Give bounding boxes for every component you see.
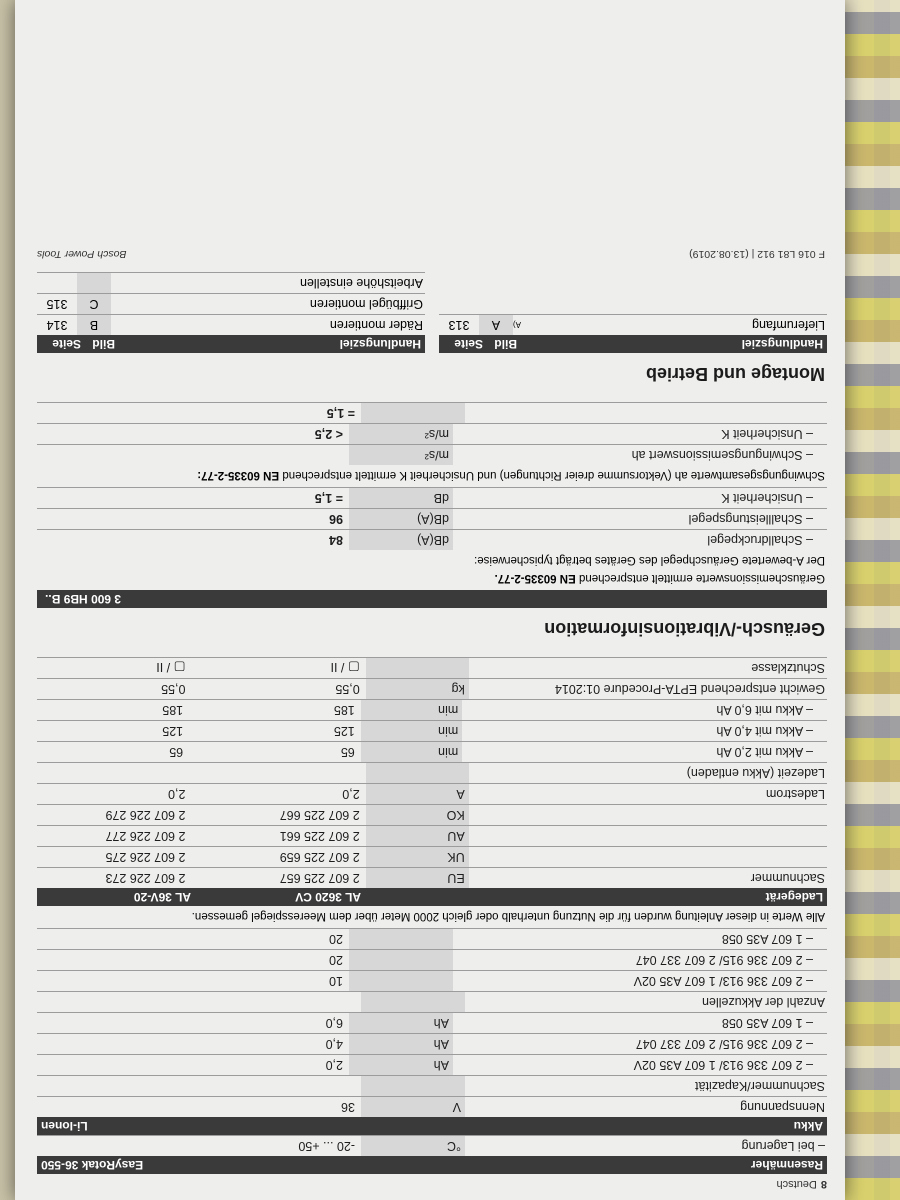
- row-unit: EU: [366, 868, 469, 888]
- row-label: – 2 607 336 915/ 2 607 337 047: [635, 1037, 813, 1051]
- row-label: – 2 607 336 913/ 1 607 A35 02V: [633, 974, 813, 988]
- row-unit: dB(A): [349, 530, 453, 550]
- akku-table: [37, 928, 827, 1117]
- row-value-2: 2 607 226 275: [105, 850, 186, 864]
- item-bild: B: [77, 315, 111, 335]
- table-row: [37, 402, 827, 423]
- storage-row: [37, 1135, 827, 1156]
- noise-table: [37, 487, 827, 550]
- row-value-1: [191, 780, 365, 783]
- row-unit: AU: [366, 826, 469, 846]
- vibration-table: [37, 402, 827, 465]
- row-label: – Akku mit 2,0 Ah: [716, 745, 813, 759]
- row-unit: min: [361, 721, 462, 741]
- item-seite: 315: [46, 297, 68, 311]
- row-unit: UK: [366, 847, 469, 867]
- row-label: – Akku mit 6,0 Ah: [716, 703, 813, 717]
- row-unit: [366, 763, 469, 783]
- row-value: < 2,5: [314, 427, 343, 441]
- row-unit: min: [361, 700, 462, 720]
- row-value-2: 185: [162, 703, 184, 717]
- row-value: [185, 1009, 361, 1012]
- table-row: [37, 720, 827, 741]
- montage-title: Montage und Betrieb: [646, 364, 825, 384]
- row-value-1: 2 607 225 661: [279, 829, 360, 843]
- table-row: [37, 444, 827, 465]
- table-row: [37, 508, 827, 529]
- table-row: [37, 928, 827, 949]
- row-label: Sachnummer: [750, 871, 825, 885]
- table-row: [37, 1054, 827, 1075]
- row-value: 10: [329, 974, 343, 988]
- noise-model-bar: [37, 590, 827, 608]
- manual-page: [15, 0, 845, 1200]
- noise-model: 3 600 HB9 B..: [45, 592, 122, 606]
- noise-intro: [37, 572, 825, 584]
- table-row: [37, 804, 827, 825]
- table-row: [37, 783, 827, 804]
- row-unit: dB(A): [349, 509, 453, 529]
- table-row: [37, 846, 827, 867]
- table-row: [37, 741, 827, 762]
- row-value-1: 2 607 225 667: [279, 808, 360, 822]
- model-name: EasyRotak 36-550: [41, 1158, 144, 1172]
- row-unit: °C: [361, 1136, 465, 1156]
- table-row: [37, 1012, 827, 1033]
- row-value-1: 0,55: [335, 682, 360, 696]
- row-label: Schutzklasse: [751, 661, 825, 675]
- row-value: 96: [329, 512, 343, 526]
- row-unit: dB: [349, 488, 453, 508]
- row-unit: Ah: [349, 1055, 453, 1075]
- ladegeraet-label: Ladegerät: [765, 890, 823, 904]
- akku-header: [37, 1117, 827, 1135]
- row-label: – bei Lagerung: [741, 1139, 825, 1153]
- list-item: [37, 272, 425, 293]
- item-footnote: A): [513, 320, 521, 330]
- row-value: 4,0: [325, 1037, 343, 1051]
- row-value-2: [37, 780, 191, 783]
- table-row: [37, 529, 827, 550]
- table-row: [37, 1075, 827, 1096]
- table-row: [37, 762, 827, 783]
- montage-tables: [37, 272, 827, 353]
- row-unit: [361, 992, 465, 1012]
- montage-right-rows: [37, 272, 425, 335]
- item-bild: C: [77, 294, 111, 314]
- charger-model-1: AL 3620 CV: [295, 890, 361, 904]
- row-label: Gewicht entsprechend EPTA-Procedure 01:2014: [554, 682, 825, 696]
- row-label: Anzahl der Akkuzellen: [702, 995, 825, 1009]
- row-value: = 1,5: [314, 491, 343, 505]
- table-row: [37, 423, 827, 444]
- row-value-1: ▢ / II: [330, 660, 360, 674]
- list-item: [439, 314, 827, 335]
- noise-intro-standard: EN 60335-2-77.: [494, 572, 576, 584]
- footer-code: F 016 L81 912 | (13.08.2019): [689, 248, 825, 260]
- header-seite: Seite: [52, 337, 81, 351]
- row-unit: KO: [366, 805, 469, 825]
- row-unit: m/s²: [349, 424, 453, 444]
- table-row: [37, 970, 827, 991]
- row-unit: [349, 929, 453, 949]
- ladegeraet-header: [37, 888, 827, 906]
- rasenmaeher-header: [37, 1156, 827, 1174]
- page-language: Deutsch: [776, 1178, 817, 1190]
- row-label: – Schallleistungspegel: [688, 512, 813, 526]
- row-unit: [366, 658, 469, 678]
- vibration-intro-text: Schwingungsgesamtwerte ah (Vektorsumme dreier Richtungen) und Unsicherheit K ermittelt entsprechend: [282, 469, 825, 481]
- altitude-note: Alle Werte in dieser Anleitung wurden für die Nutzung unterhalb oder gleich 2000 Meter über dem Meeresspiegel gemessen.: [191, 910, 825, 922]
- row-value: 20: [329, 953, 343, 967]
- montage-left-header: [439, 335, 827, 353]
- table-row: [37, 867, 827, 888]
- row-label: Nennspannung: [740, 1100, 825, 1114]
- row-label: – Schwingungsemissionswert ah: [631, 448, 813, 462]
- row-label: – 2 607 336 913/ 1 607 A35 02V: [633, 1058, 813, 1072]
- row-value-1: 2 607 225 657: [279, 871, 360, 885]
- akku-label: Akku: [793, 1119, 823, 1133]
- row-unit: kg: [366, 679, 469, 699]
- row-unit: A: [366, 784, 469, 804]
- row-value: = 1,5: [326, 406, 355, 420]
- item-seite: 313: [448, 318, 470, 332]
- row-value-2: 2 607 226 273: [105, 871, 186, 885]
- row-value: 20: [329, 932, 343, 946]
- row-value-2: ▢ / II: [156, 660, 186, 674]
- table-row: [37, 657, 827, 678]
- row-label: – Unsicherheit K: [721, 491, 813, 505]
- row-unit: [349, 950, 453, 970]
- row-unit: V: [361, 1097, 465, 1117]
- rotated-content: [15, 0, 845, 1200]
- table-row: [37, 678, 827, 699]
- row-label: – Akku mit 4,0 Ah: [716, 724, 813, 738]
- row-value-2: 125: [162, 724, 184, 738]
- footer-brand: Bosch Power Tools: [37, 248, 127, 260]
- header-bild: Bild: [92, 337, 115, 351]
- item-label: Griffbügel montieren: [309, 297, 423, 311]
- row-unit: Ah: [349, 1013, 453, 1033]
- row-value: 36: [341, 1100, 355, 1114]
- item-label: Arbeitshöhe einstellen: [300, 276, 423, 290]
- item-label: Lieferumfang: [752, 318, 825, 332]
- vibration-intro-standard: EN 60335-2-77:: [197, 469, 280, 481]
- row-value-2: 0,55: [161, 682, 186, 696]
- row-label: Ladestrom: [765, 787, 825, 801]
- page-content: [37, 248, 827, 1194]
- item-bild: [77, 273, 111, 293]
- item-bild: A: [479, 315, 513, 335]
- row-value-2: 2 607 226 279: [105, 808, 186, 822]
- row-value: -20 ... +50: [298, 1139, 355, 1153]
- header-ziel: Handlungsziel: [339, 337, 421, 351]
- item-label: Räder montieren: [329, 318, 423, 332]
- montage-right-table: [37, 272, 425, 353]
- row-unit: m/s²: [349, 445, 453, 465]
- table-row: [37, 991, 827, 1012]
- table-row: [37, 825, 827, 846]
- row-label: Ladezeit (Akku entladen): [686, 766, 825, 780]
- row-value: 2,0: [325, 1058, 343, 1072]
- row-unit: min: [361, 742, 462, 762]
- akku-type: Li-Ionen: [41, 1119, 88, 1133]
- page-number: 8: [820, 1178, 827, 1190]
- row-value-2: 2,0: [168, 787, 186, 801]
- header-bild: Bild: [494, 337, 517, 351]
- table-row: [37, 487, 827, 508]
- row-value-1: 2,0: [342, 787, 360, 801]
- row-unit: [349, 971, 453, 991]
- header-seite: Seite: [454, 337, 483, 351]
- montage-left-rows: [439, 314, 827, 335]
- row-value-2: 2 607 226 277: [105, 829, 186, 843]
- row-value: [173, 462, 349, 465]
- montage-left-table: [439, 272, 827, 353]
- row-unit: [361, 1076, 465, 1096]
- list-item: [37, 314, 425, 335]
- page-footer: [37, 248, 827, 260]
- noise-section-title: Geräusch-/Vibrationsinformation: [544, 619, 825, 639]
- item-seite: 314: [46, 318, 68, 332]
- table-row: [37, 949, 827, 970]
- row-label: – 1 607 A35 058: [721, 1016, 813, 1030]
- rasenmaeher-label: Rasenmäher: [750, 1158, 823, 1172]
- table-row: [37, 1033, 827, 1054]
- table-row: [37, 1096, 827, 1117]
- row-value-1: 65: [340, 745, 355, 759]
- row-value-1: 2 607 225 659: [279, 850, 360, 864]
- noise-intro-text: Geräuschemissionswerte ermittelt entsprechend: [578, 572, 825, 584]
- ladegeraet-table: [37, 657, 827, 888]
- row-label: [465, 420, 827, 423]
- row-label: Sachnummer/Kapazität: [695, 1079, 825, 1093]
- montage-right-header: [37, 335, 425, 353]
- table-row: [37, 699, 827, 720]
- row-value-1: 125: [333, 724, 355, 738]
- row-label: [469, 864, 827, 867]
- page-header: [37, 1174, 827, 1194]
- row-label: [469, 843, 827, 846]
- list-item: [37, 293, 425, 314]
- row-value: 6,0: [325, 1016, 343, 1030]
- row-value: [185, 1093, 361, 1096]
- row-label: – Schalldruckpegel: [707, 533, 813, 547]
- row-label: [469, 822, 827, 825]
- row-value-1: 185: [333, 703, 355, 717]
- vibration-intro: [37, 469, 825, 481]
- row-unit: Ah: [349, 1034, 453, 1054]
- row-label: – 2 607 336 915/ 2 607 337 047: [635, 953, 813, 967]
- charger-model-2: AL 36V-20: [133, 890, 191, 904]
- row-label: – Unsicherheit K: [721, 427, 813, 441]
- noise-sub-intro: Der A-bewertete Geräuschpegel des Gerätes beträgt typischerweise:: [474, 554, 825, 566]
- row-label: – 1 607 A35 058: [721, 932, 813, 946]
- row-value: 84: [329, 533, 343, 547]
- row-value-2: 65: [169, 745, 184, 759]
- row-unit: [361, 403, 465, 423]
- header-ziel: Handlungsziel: [741, 337, 823, 351]
